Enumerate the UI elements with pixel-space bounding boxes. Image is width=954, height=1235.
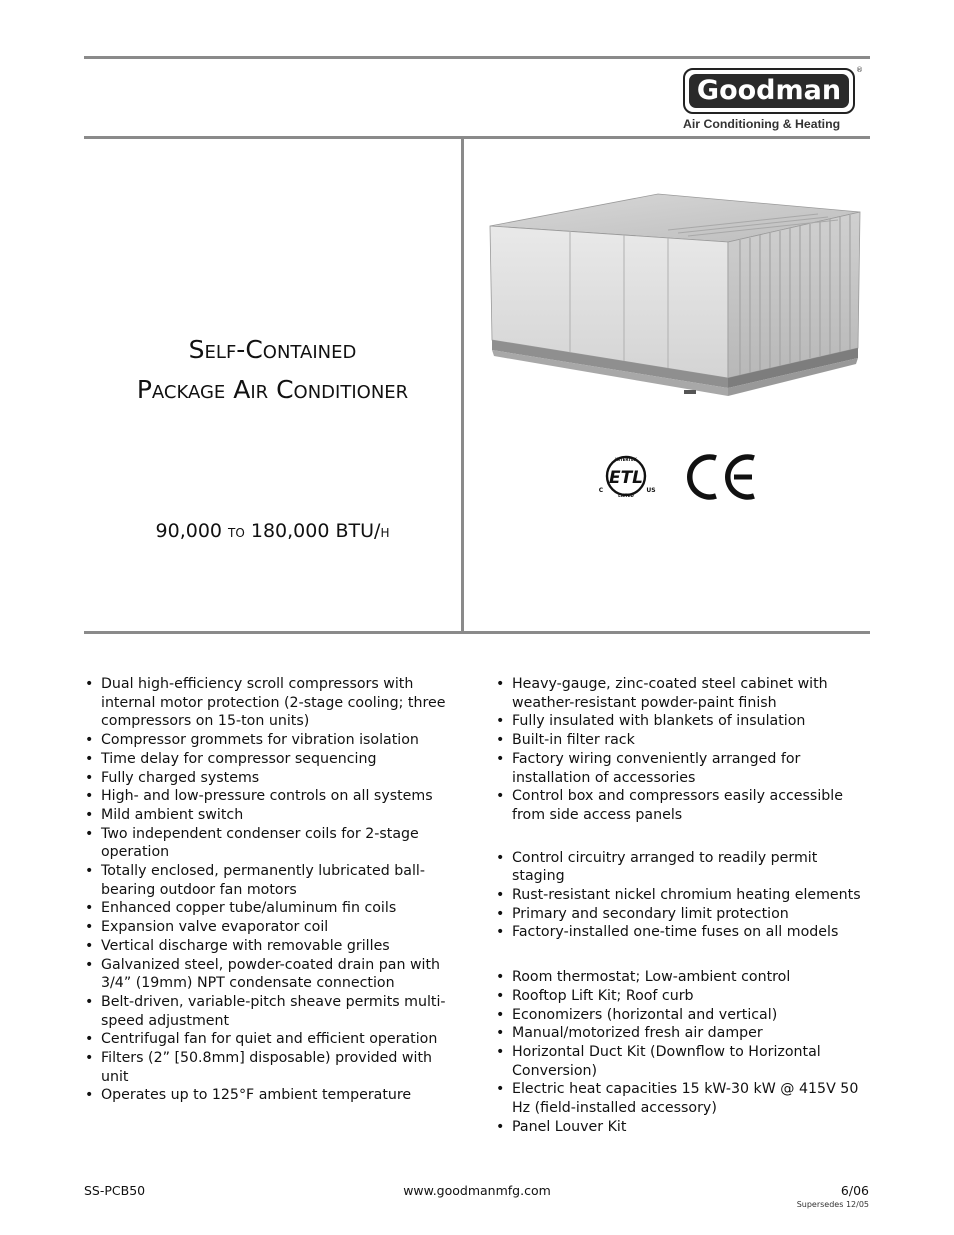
feature-item: • Rust-resistant nickel chromium heating elements (496, 886, 866, 905)
etl-listed-mark (595, 452, 657, 502)
doc-code: SS-PCB50 (84, 1183, 146, 1198)
etl-bottom-text: LISTED (618, 493, 634, 498)
feature-item: • Time delay for compressor sequencing (85, 750, 455, 769)
capacity-high: 180,000 BTU/ (250, 520, 381, 542)
feature-item: • Control box and compressors easily accessible from side access panels (496, 787, 866, 824)
feature-item: • Economizers (horizontal and vertical) (496, 1006, 866, 1025)
feature-item: • Enhanced copper tube/aluminum fin coils (85, 899, 455, 918)
feature-item: • Two independent condenser coils for 2-stage operation (85, 825, 455, 862)
feature-item: • Centrifugal fan for quiet and efficient operation (85, 1030, 455, 1049)
capacity-low: 90,000 (155, 520, 222, 542)
feature-item: • Built-in filter rack (496, 731, 866, 750)
top-rule (84, 56, 870, 59)
feature-item: • Factory-installed one-time fuses on all models (496, 923, 866, 942)
vertical-divider (461, 139, 464, 632)
package-unit-image (488, 190, 868, 420)
feature-item: • Manual/motorized fresh air damper (496, 1024, 866, 1043)
feature-item: • Fully insulated with blankets of insulation (496, 712, 866, 731)
capacity-to: to (228, 522, 245, 542)
feature-item: • Filters (2” [50.8mm] disposable) provided with unit (85, 1049, 455, 1086)
logo-frame (683, 68, 855, 114)
ce-mark (682, 452, 758, 502)
website-url[interactable]: www.goodmanmfg.com (403, 1183, 551, 1198)
feature-item: • Fully charged systems (85, 769, 455, 788)
feature-item: • Expansion valve evaporator coil (85, 918, 455, 937)
feature-item: • Electric heat capacities 15 kW-30 kW @ 415V 50 Hz (field-installed accessory) (496, 1080, 866, 1117)
feature-item: • Compressor grommets for vibration isolation (85, 731, 455, 750)
doc-date: 6/06 (840, 1183, 869, 1198)
registered-mark: ® (856, 66, 863, 74)
capacity-unit: h (380, 522, 390, 542)
etl-us-text: US (646, 487, 656, 494)
feature-item: • Dual high-efficiency scroll compressors with internal motor protection (2-stage cooling; three compressors on 15-ton units) (85, 675, 455, 731)
feature-item: • Operates up to 125°F ambient temperature (85, 1086, 455, 1105)
logo-wordmark: Goodman (689, 74, 849, 108)
middle-rule (84, 631, 870, 634)
goodman-logo (683, 68, 863, 132)
header-rule (84, 136, 870, 139)
feature-item: • Panel Louver Kit (496, 1118, 866, 1137)
features-left-list (85, 675, 455, 1105)
feature-item: • High- and low-pressure controls on all systems (85, 787, 455, 806)
etl-c-text: C (598, 487, 604, 494)
etl-top-text: INTERTEK (615, 457, 637, 462)
feature-item: • Vertical discharge with removable grilles (85, 937, 455, 956)
title-line-2: Package Air Conditioner (136, 375, 409, 404)
feature-item: • Heavy-gauge, zinc-coated steel cabinet with weather-resistant powder-paint finish (496, 675, 866, 712)
supersedes-note: Supersedes 12/05 (796, 1200, 869, 1209)
feature-item: • Totally enclosed, permanently lubricated ball-bearing outdoor fan motors (85, 862, 455, 899)
feature-item: • Rooftop Lift Kit; Roof curb (496, 987, 866, 1006)
feature-item: • Galvanized steel, powder-coated drain pan with 3/4” (19mm) NPT condensate connection (85, 956, 455, 993)
feature-item: • Factory wiring conveniently arranged for installation of accessories (496, 750, 866, 787)
logo-tagline: Air Conditioning & Heating (683, 117, 841, 131)
feature-item: • Room thermostat; Low-ambient control (496, 968, 866, 987)
feature-item: • Belt-driven, variable-pitch sheave permits multi-speed adjustment (85, 993, 455, 1030)
feature-item: • Primary and secondary limit protection (496, 905, 866, 924)
page-title (84, 330, 461, 410)
etl-main-text: ETL (608, 468, 644, 488)
title-line-1: Self-Contained (188, 335, 357, 364)
features-right-list (496, 675, 866, 1136)
feature-item: • Mild ambient switch (85, 806, 455, 825)
feature-item: • Horizontal Duct Kit (Downflow to Horizontal Conversion) (496, 1043, 866, 1080)
capacity-range (84, 520, 461, 542)
feature-item: • Control circuitry arranged to readily permit staging (496, 849, 866, 886)
